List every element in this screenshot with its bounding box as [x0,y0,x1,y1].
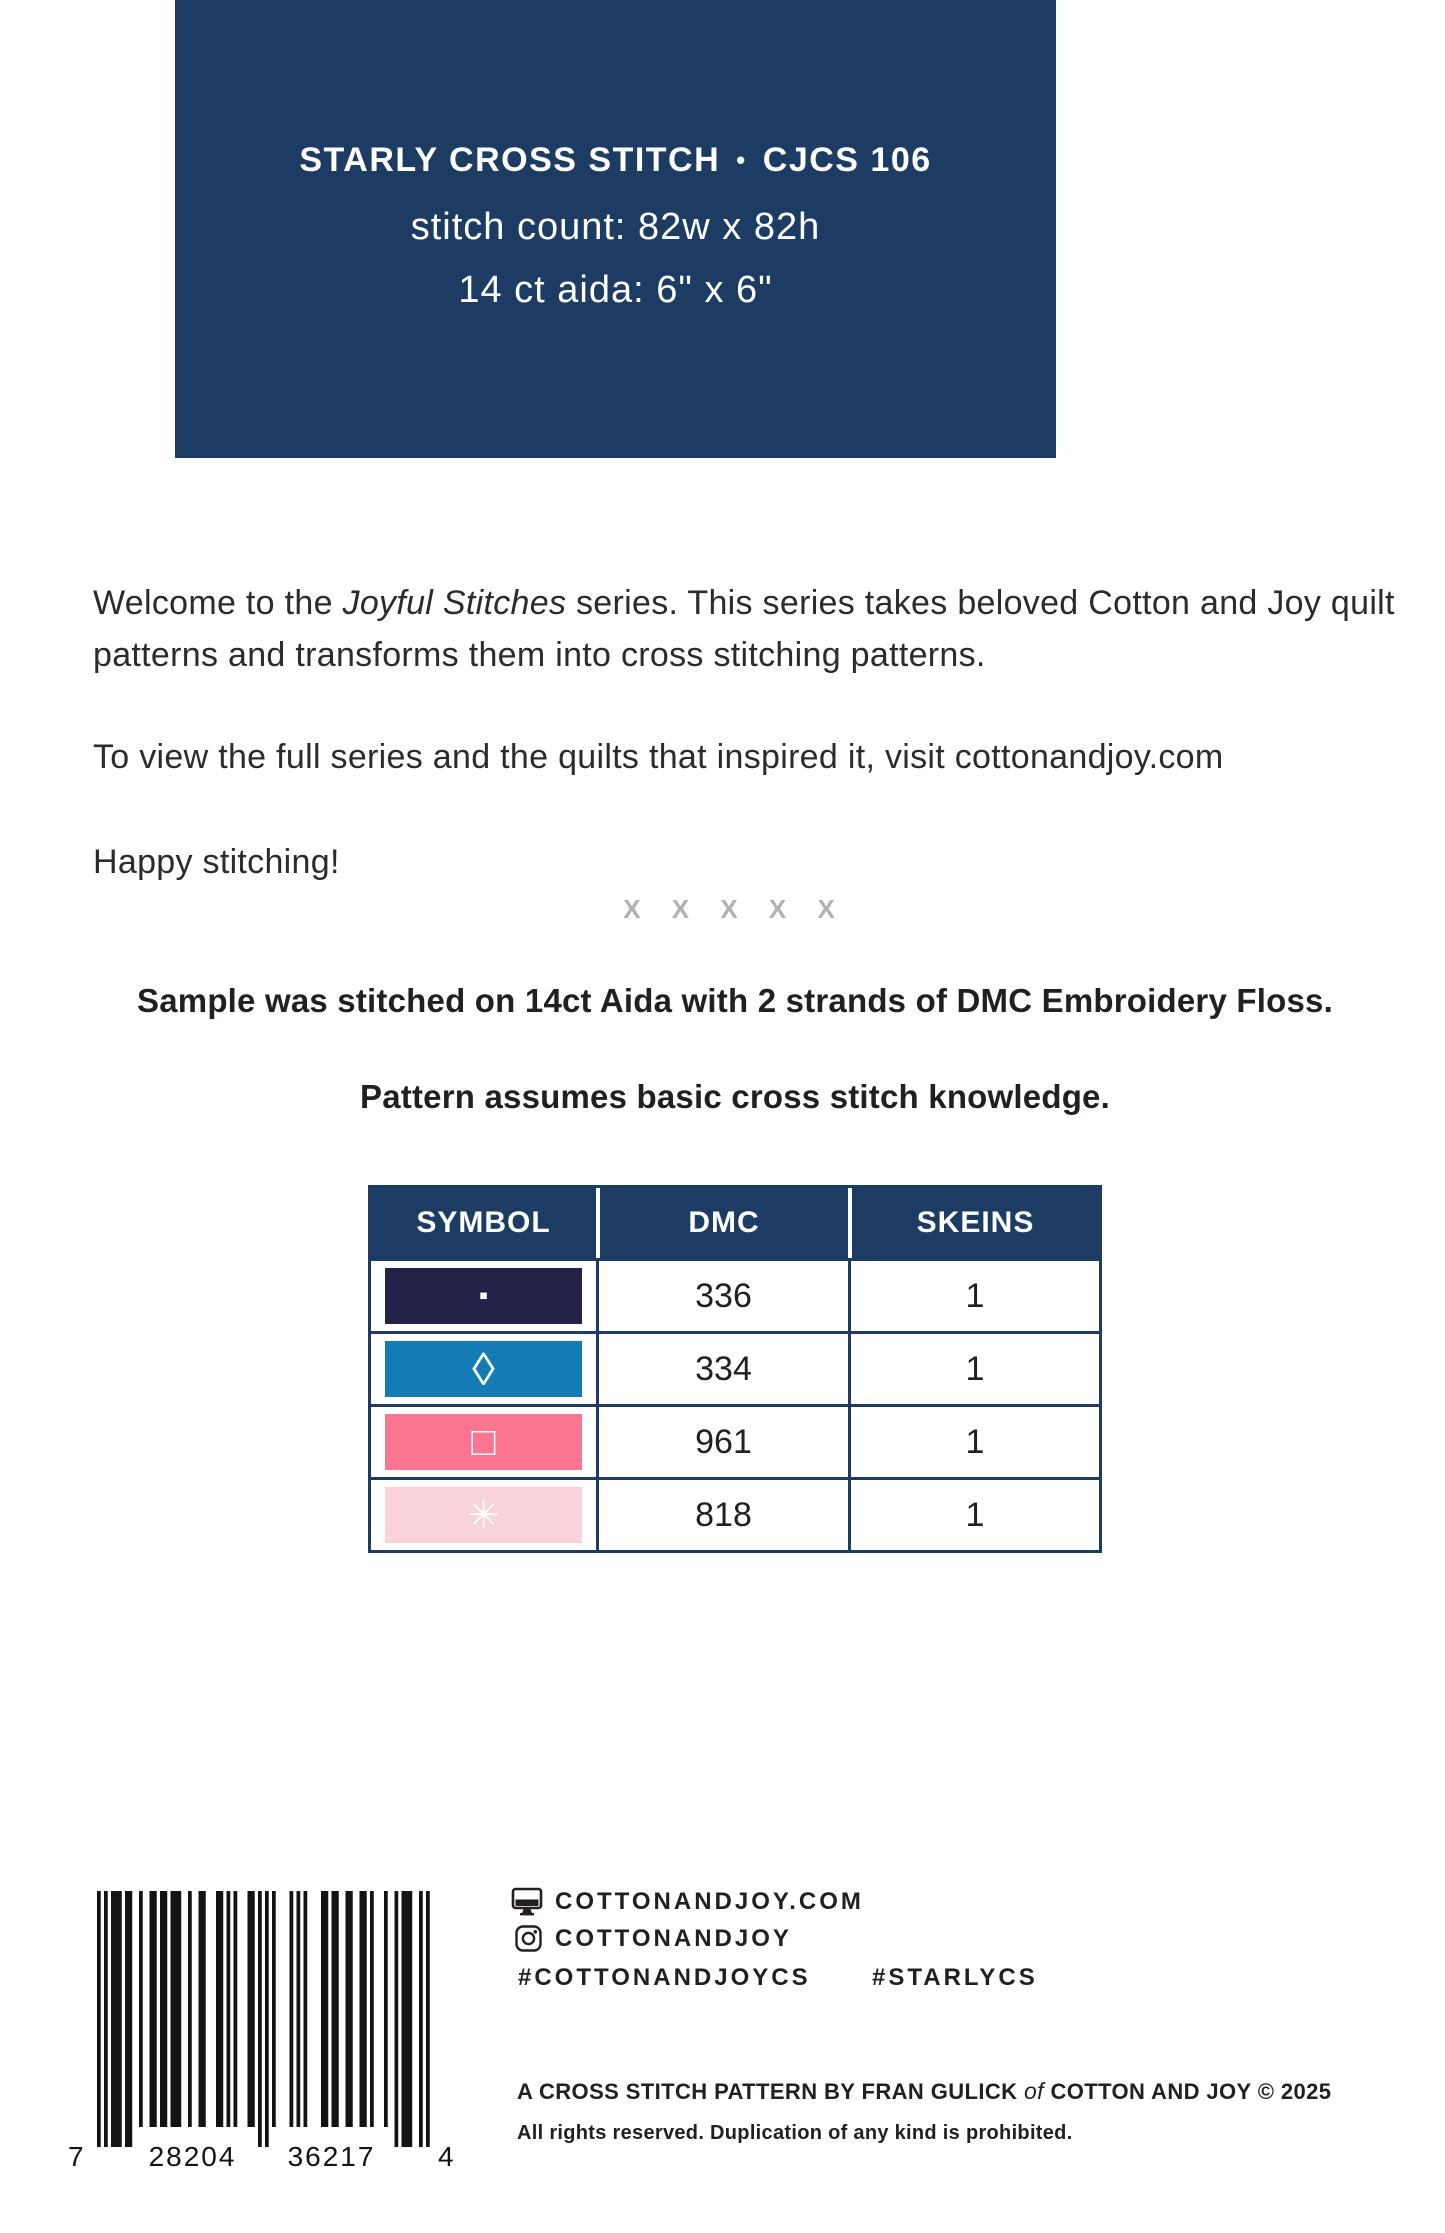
x-stitch-divider: X X X X X [623,894,847,924]
stitch-count-line: stitch count: 82w x 82h [410,206,821,248]
dmc-number: 961 [596,1407,848,1477]
hashtag-starlycs: #STARLYCS [872,1964,1038,1991]
copyright-text: A CROSS STITCH PATTERN BY FRAN GULICK [517,2079,1024,2104]
dmc-number: 334 [596,1334,848,1404]
dmc-number: 818 [596,1480,848,1550]
floss-table [368,1185,1102,1553]
copyright-text: COTTON AND JOY © 2025 [1043,2079,1332,2104]
barcode-digits-left: 28204 [148,2141,237,2172]
color-swatch-dmc-334 [385,1341,582,1397]
intro-paragraph-line2: patterns and transforms them into cross stitching patterns. [93,636,986,674]
intro-text: Welcome to the [93,584,343,622]
skeins-count: 1 [848,1407,1099,1477]
lozenge-outline-icon: ◊ [472,1342,495,1396]
hashtag-cottonandjoycs: #COTTONANDJOYCS [518,1964,811,1991]
small-filled-square-icon: ▪ [478,1281,489,1311]
pattern-title [175,140,1056,180]
table-row [371,1258,1099,1331]
table-row [371,1404,1099,1477]
intro-text: series. This series takes beloved Cotton and Joy quilt [566,584,1395,622]
pattern-code: CJCS 106 [762,141,932,179]
copyright-line [517,2076,1331,2107]
floss-table-header-row [371,1188,1099,1258]
color-swatch-dmc-818 [385,1487,582,1543]
rights-reserved-line: All rights reserved. Duplication of any kind is prohibited. [517,2122,1073,2144]
instagram-handle[interactable]: COTTONANDJOY [555,1925,792,1952]
upc-barcode [97,1891,430,2147]
pattern-title-name: STARLY CROSS STITCH [299,141,721,179]
dmc-number: 336 [596,1261,848,1331]
header-card [175,0,1056,458]
barcode-digit-check: 4 [438,2141,456,2172]
header-dmc: DMC [596,1188,848,1258]
intro-paragraph-line1 [93,583,1395,623]
header-skeins: SKEINS [848,1188,1099,1258]
knowledge-note: Pattern assumes basic cross stitch knowledge. [360,1078,1110,1115]
square-outline-icon: □ [471,1419,496,1465]
skeins-count: 1 [848,1261,1099,1331]
table-row [371,1477,1099,1550]
series-name-italic: Joyful Stitches [342,584,567,622]
instagram-icon [515,1925,542,1957]
table-row [371,1331,1099,1404]
color-swatch-dmc-961 [385,1414,582,1470]
barcode-digit-system: 7 [68,2141,86,2172]
title-bullet-separator: • [736,145,747,175]
monitor-icon [511,1887,543,1922]
happy-stitching-line: Happy stitching! [93,843,340,881]
view-series-line: To view the full series and the quilts that inspired it, visit cottonandjoy.com [93,738,1224,776]
copyright-of-italic: of [1023,2078,1044,2104]
skeins-count: 1 [848,1334,1099,1404]
skeins-count: 1 [848,1480,1099,1550]
barcode-digits-right: 36217 [287,2141,376,2172]
asterisk-icon: ✳ [467,1493,500,1537]
website-link[interactable]: COTTONANDJOY.COM [555,1888,864,1915]
sample-note: Sample was stitched on 14ct Aida with 2 strands of DMC Embroidery Floss. [137,982,1333,1019]
color-swatch-dmc-336 [385,1268,582,1324]
header-symbol: SYMBOL [416,1206,551,1239]
aida-size-line: 14 ct aida: 6" x 6" [458,269,773,311]
